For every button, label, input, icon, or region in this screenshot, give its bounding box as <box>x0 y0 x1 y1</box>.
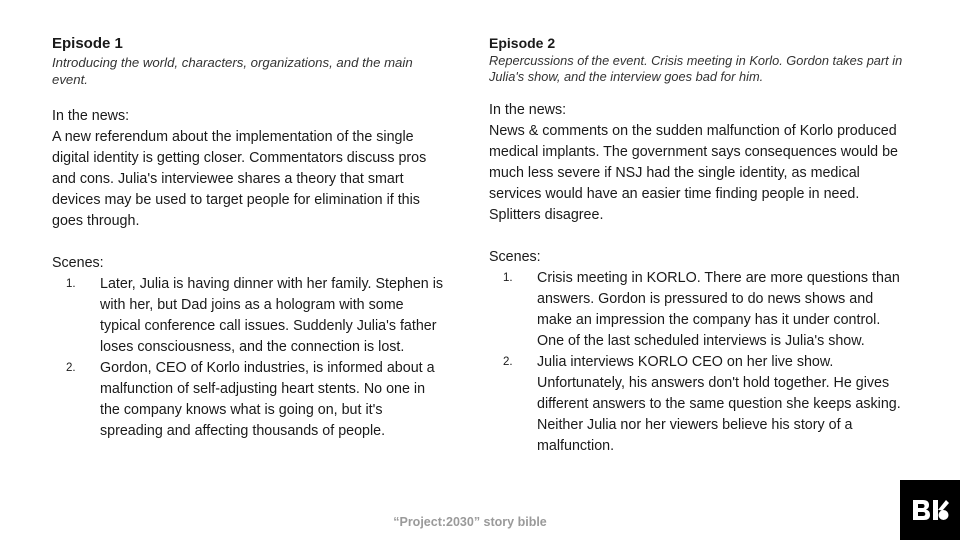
episode-2-column <box>489 35 907 457</box>
episode-1-news-text: A new referendum about the implementation of the single digital identity is getting closer. Commentators discuss pros and cons. Julia's interviewee shares a theory that smart devices may be used to target people for elimination if this goes through. <box>52 129 427 229</box>
list-item-text: Julia interviews KORLO CEO on her live show. Unfortunately, his answers don't hold together. He gives different answers to the same question she keeps asking. Neither Julia nor her viewers believe his story of a malfunction. <box>537 354 901 454</box>
episode-2-title: Episode 2 <box>489 35 556 51</box>
brand-logo <box>900 480 960 540</box>
episode-2-subtitle: Repercussions of the event. Crisis meeting in Korlo. Gordon takes part in Julia's show, and the interview goes bad for him. <box>489 53 903 84</box>
episode-1-scenes-list <box>52 274 448 442</box>
list-item <box>52 358 448 442</box>
episode-2-news-text: News & comments on the sudden malfunction of Korlo produced medical implants. The government says consequences would be much less severe if NSJ had the single identity, as medical services would have an easier time finding people in need. Splitters disagree. <box>489 123 899 223</box>
episode-1-scenes-label: Scenes: <box>52 255 104 271</box>
list-item <box>489 352 907 457</box>
list-item <box>489 268 907 352</box>
list-item-number: 1. <box>66 278 76 290</box>
brand-logo-icon <box>900 480 960 540</box>
list-item-number: 2. <box>503 356 513 368</box>
list-item-number: 1. <box>503 272 513 284</box>
list-item-text: Crisis meeting in KORLO. There are more questions than answers. Gordon is pressured to do news shows and make an impression the company has it under control. One of the last scheduled interviews is Julia's show. <box>537 270 900 349</box>
footer-caption: “Project:2030” story bible <box>393 515 547 529</box>
list-item-text: Later, Julia is having dinner with her family. Stephen is with her, but Dad joins as a hologram with some typical conference call issues. Suddenly Julia's father loses consciousness, and the connection is lost. <box>100 276 444 355</box>
list-item <box>52 274 448 358</box>
episode-1-title: Episode 1 <box>52 35 123 52</box>
episode-2-scenes-list <box>489 268 907 457</box>
episode-1-column <box>52 35 448 442</box>
episode-2-news-label: In the news: <box>489 102 567 118</box>
list-item-number: 2. <box>66 362 76 374</box>
episode-1-news-label: In the news: <box>52 108 130 124</box>
episode-1-subtitle: Introducing the world, characters, organizations, and the main event. <box>52 55 413 87</box>
list-item-text: Gordon, CEO of Korlo industries, is informed about a malfunction of self-adjusting heart stents. No one in the company knows what is going on, but it's spreading and affecting thousands of people. <box>100 360 435 439</box>
episode-2-scenes-label: Scenes: <box>489 249 541 265</box>
